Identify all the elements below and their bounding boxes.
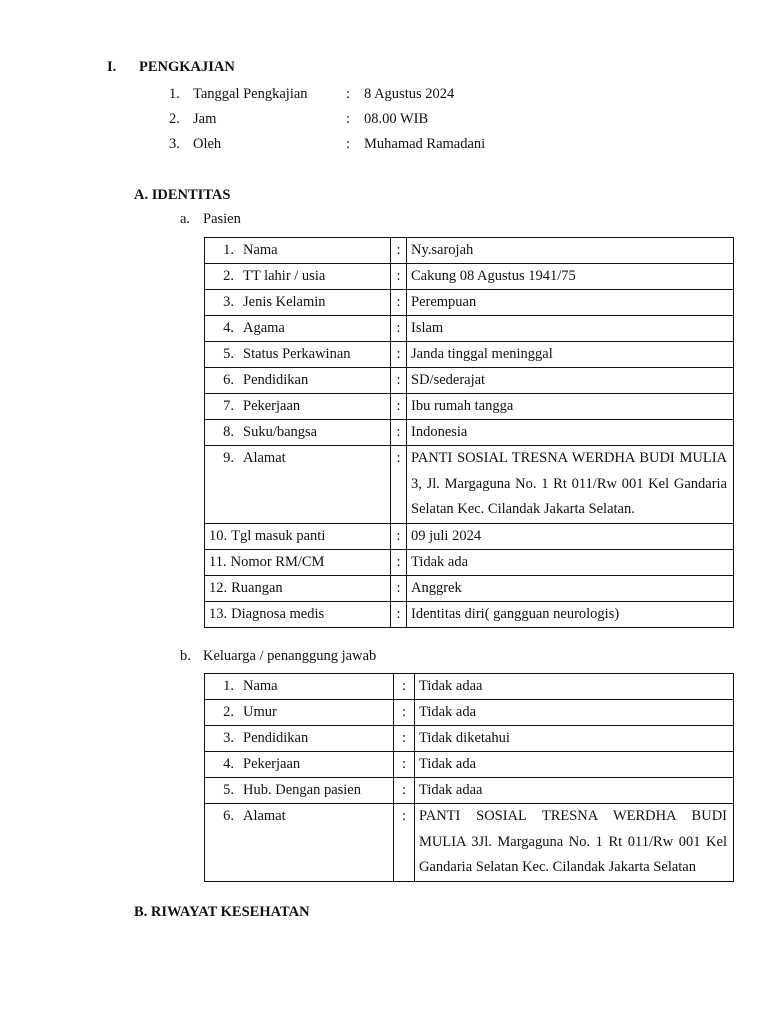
- identitas-heading: A. IDENTITAS: [134, 187, 231, 203]
- row-colon: :: [391, 601, 407, 627]
- table-row: [205, 523, 734, 549]
- item-number: 3.: [169, 136, 180, 152]
- table-row: [205, 601, 734, 627]
- row-number: 2.: [223, 268, 234, 284]
- item-value: Muhamad Ramadani: [364, 136, 486, 152]
- table-row: [205, 549, 734, 575]
- table-row: [205, 446, 734, 524]
- row-colon: :: [391, 238, 407, 264]
- row-value: Identitas diri( gangguan neurologis): [407, 601, 734, 627]
- row-number: 3.: [223, 294, 234, 310]
- table-row: [205, 290, 734, 316]
- row-value: Anggrek: [407, 575, 734, 601]
- row-value: Tidak ada: [415, 752, 734, 778]
- row-label: Umur: [243, 704, 277, 720]
- row-label: TT lahir / usia: [243, 268, 326, 284]
- item-value: 8 Agustus 2024: [364, 86, 455, 102]
- item-value: 08.00 WIB: [364, 111, 429, 127]
- row-value: Islam: [407, 316, 734, 342]
- row-colon: :: [391, 523, 407, 549]
- row-number: 11.: [209, 553, 227, 570]
- pasien-marker: a.: [180, 211, 191, 227]
- row-number: 7.: [223, 398, 234, 414]
- table-row: [205, 752, 734, 778]
- row-number: 4.: [223, 756, 234, 772]
- row-value: Tidak ada: [407, 549, 734, 575]
- table-row: [205, 264, 734, 290]
- table-row: [205, 700, 734, 726]
- keluarga-table: [204, 673, 734, 882]
- keluarga-title: Keluarga / penanggung jawab: [203, 648, 377, 664]
- row-value: Janda tinggal meninggal: [407, 342, 734, 368]
- row-value: SD/sederajat: [407, 368, 734, 394]
- row-colon: :: [394, 700, 415, 726]
- table-row: [205, 316, 734, 342]
- row-label: Alamat: [243, 450, 286, 466]
- row-colon: :: [391, 290, 407, 316]
- row-number: 13.: [209, 605, 228, 622]
- item-colon: :: [346, 86, 351, 102]
- row-value: 09 juli 2024: [407, 523, 734, 549]
- item-label: Tanggal Pengkajian: [193, 86, 308, 102]
- table-row: [205, 575, 734, 601]
- row-number: 8.: [223, 424, 234, 440]
- row-number: 1.: [223, 678, 234, 694]
- row-value: Perempuan: [407, 290, 734, 316]
- row-number: 9.: [223, 450, 234, 466]
- row-colon: :: [391, 368, 407, 394]
- row-label: Pendidikan: [243, 730, 309, 746]
- row-colon: :: [394, 726, 415, 752]
- table-row: [205, 368, 734, 394]
- row-value: Cakung 08 Agustus 1941/75: [407, 264, 734, 290]
- table-row: [205, 342, 734, 368]
- row-value: PANTI SOSIAL TRESNA WERDHA BUDI MULIA 3, Jl. Margaguna No. 1 Rt 011/Rw 001 Kel Gandaria Selatan Kec. Cilandak Jakarta Selatan.: [407, 446, 734, 524]
- table-row: [205, 726, 734, 752]
- row-label: Pendidikan: [243, 372, 309, 388]
- row-colon: :: [394, 804, 415, 882]
- row-label: Nomor RM/CM: [230, 553, 325, 570]
- item-label: Jam: [193, 111, 217, 127]
- row-label: Jenis Kelamin: [243, 294, 326, 310]
- section-numeral: I.: [107, 59, 117, 75]
- row-value: Tidak adaa: [415, 778, 734, 804]
- row-colon: :: [394, 752, 415, 778]
- section-title: PENGKAJIAN: [139, 59, 235, 75]
- row-label: Pekerjaan: [243, 756, 301, 772]
- item-colon: :: [346, 111, 351, 127]
- table-row: [205, 778, 734, 804]
- row-number: 6.: [223, 372, 234, 388]
- row-colon: :: [391, 446, 407, 524]
- row-colon: :: [394, 778, 415, 804]
- row-number: 5.: [223, 346, 234, 362]
- row-value: PANTI SOSIAL TRESNA WERDHA BUDI MULIA 3Jl. Margaguna No. 1 Rt 011/Rw 001 Kel Gandaria Selatan Kec. Cilandak Jakarta Selatan: [415, 804, 734, 882]
- table-row: [205, 420, 734, 446]
- row-label: Ruangan: [231, 579, 283, 596]
- row-colon: :: [391, 420, 407, 446]
- item-number: 1.: [169, 86, 180, 102]
- row-number: 3.: [223, 730, 234, 746]
- row-colon: :: [394, 674, 415, 700]
- row-label: Suku/bangsa: [243, 424, 318, 440]
- row-number: 2.: [223, 704, 234, 720]
- row-number: 4.: [223, 320, 234, 336]
- row-colon: :: [391, 264, 407, 290]
- item-label: Oleh: [193, 136, 222, 152]
- row-number: 12.: [209, 579, 228, 596]
- keluarga-marker: b.: [180, 648, 191, 664]
- row-label: Tgl masuk panti: [231, 527, 326, 544]
- row-value: Ibu rumah tangga: [407, 394, 734, 420]
- item-number: 2.: [169, 111, 180, 127]
- row-label: Agama: [243, 320, 285, 336]
- row-label: Diagnosa medis: [231, 605, 325, 622]
- row-number: 5.: [223, 782, 234, 798]
- item-colon: :: [346, 136, 351, 152]
- row-colon: :: [391, 549, 407, 575]
- row-label: Alamat: [243, 808, 286, 824]
- row-label: Nama: [243, 678, 278, 694]
- row-number: 10.: [209, 527, 228, 544]
- row-number: 6.: [223, 808, 234, 824]
- row-colon: :: [391, 316, 407, 342]
- row-colon: :: [391, 342, 407, 368]
- pasien-table: [204, 237, 734, 628]
- table-row: [205, 238, 734, 264]
- row-value: Indonesia: [407, 420, 734, 446]
- table-row: [205, 394, 734, 420]
- row-label: Status Perkawinan: [243, 346, 351, 362]
- riwayat-heading: B. RIWAYAT KESEHATAN: [134, 904, 310, 920]
- row-label: Nama: [243, 242, 278, 258]
- row-colon: :: [391, 394, 407, 420]
- row-colon: :: [391, 575, 407, 601]
- table-row: [205, 674, 734, 700]
- row-value: Tidak diketahui: [415, 726, 734, 752]
- row-label: Pekerjaan: [243, 398, 301, 414]
- pasien-title: Pasien: [203, 211, 241, 227]
- row-value: Tidak ada: [415, 700, 734, 726]
- row-number: 1.: [223, 242, 234, 258]
- row-value: Tidak adaa: [415, 674, 734, 700]
- row-label: Hub. Dengan pasien: [243, 782, 361, 798]
- table-row: [205, 804, 734, 882]
- row-value: Ny.sarojah: [407, 238, 734, 264]
